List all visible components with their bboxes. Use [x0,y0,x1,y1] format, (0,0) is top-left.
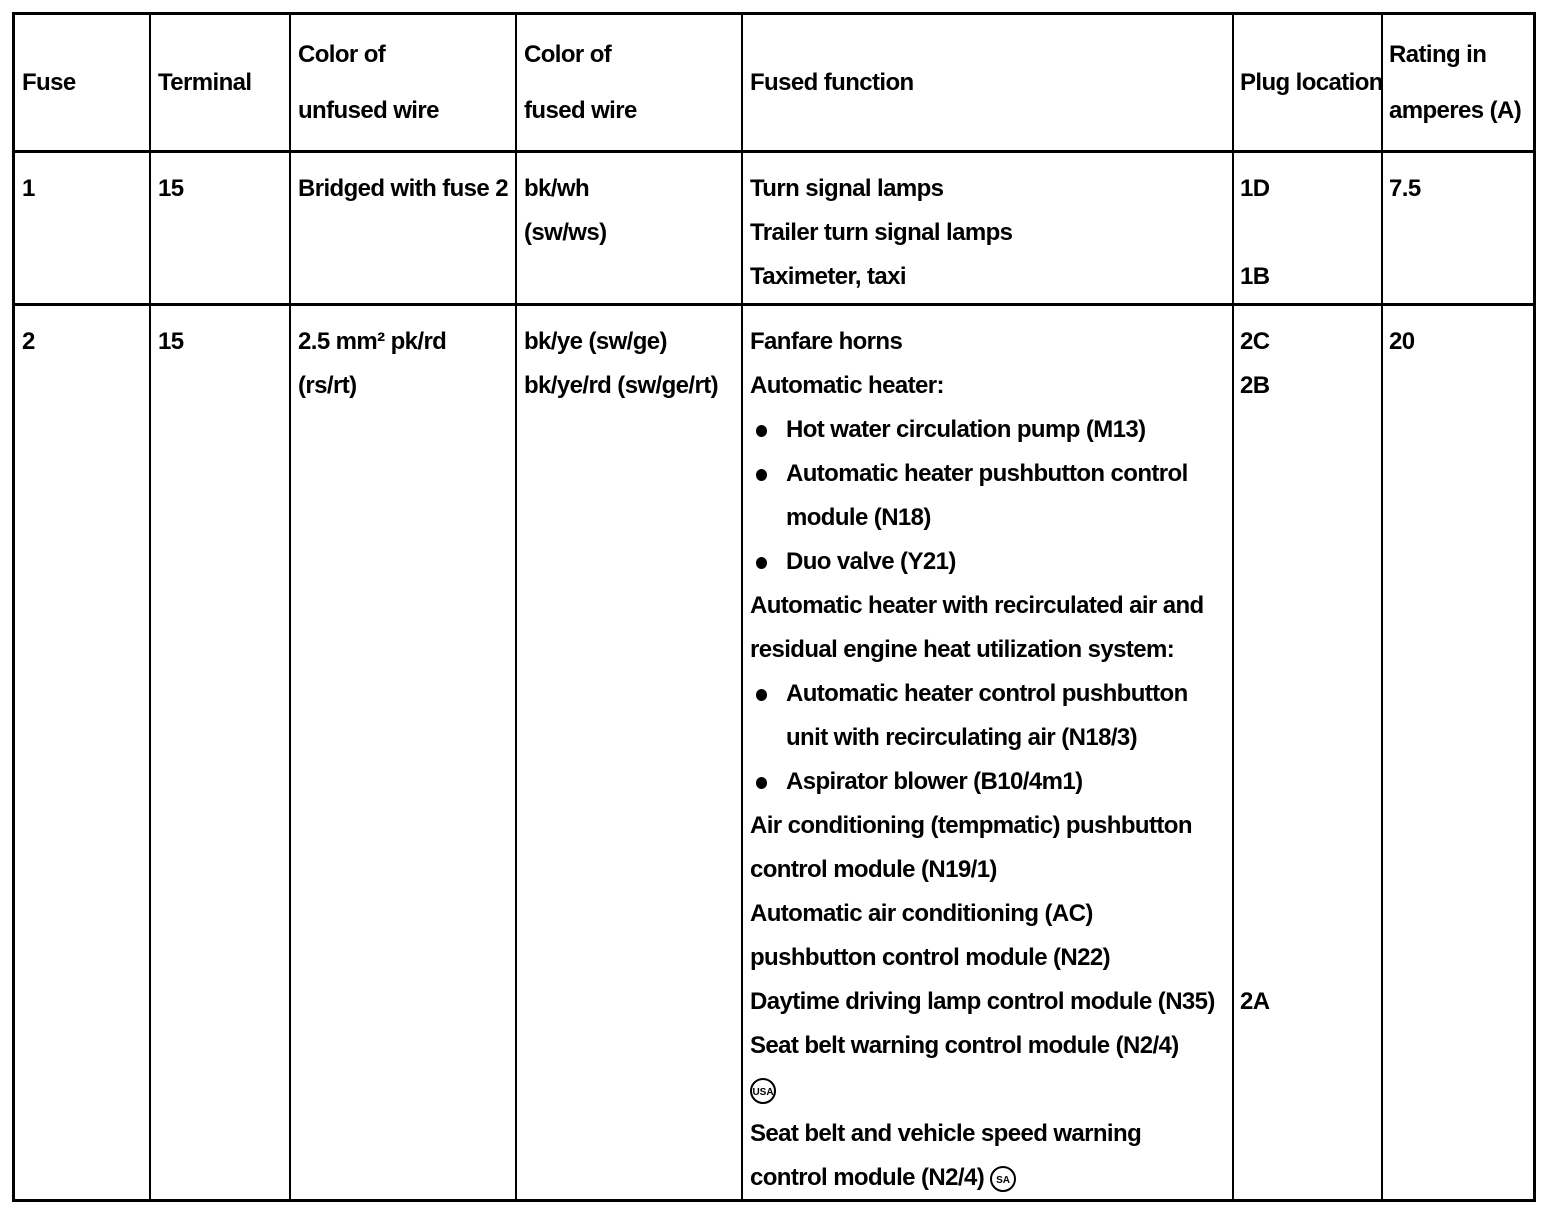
function-text: pushbutton control module (N22) [750,944,1111,971]
header-label: unfused wire [298,96,439,124]
function-line [750,804,1232,848]
function-text: module (N18) [786,504,931,531]
cell-line: bk/ye (sw/ge) [524,328,667,355]
bullet-item [750,672,1232,716]
cell-line [1240,211,1381,255]
header-unfused-wire [291,15,515,150]
sa-badge-icon: SA [990,1166,1016,1192]
header-label: amperes (A) [1389,96,1522,124]
bullet-icon [756,689,767,701]
header-terminal [151,15,289,150]
rating-value: 7.5 [1389,175,1421,202]
usa-badge-icon: USA [750,1078,776,1104]
function-line [750,320,1232,364]
bullet-item [750,540,1232,584]
bullet-icon [756,469,767,481]
row1-fused-wire [517,167,741,255]
bullet-item [750,408,1232,452]
bullet-icon [756,777,767,789]
function-text: Duo valve (Y21) [786,548,956,575]
function-text: Taximeter, taxi [750,263,906,290]
function-line [750,892,1232,936]
cell-line: 2B [1240,372,1270,399]
bullet-icon [756,425,767,437]
function-text: Automatic heater control pushbutton [786,680,1188,707]
row2-terminal [151,320,289,364]
function-text: Daytime driving lamp control module (N35) [750,988,1215,1015]
header-label: fused wire [524,96,637,124]
function-line [750,936,1232,980]
row2-fused-wire [517,320,741,408]
bullet-icon [756,557,767,569]
function-line [750,1112,1232,1156]
function-text: Seat belt warning control module (N2/4) [750,1032,1179,1059]
function-line [750,584,1232,628]
cell-line [1240,804,1381,848]
cell-line: 1B [1240,263,1270,290]
header-fused-function [743,15,1232,150]
header-rating [1383,15,1533,150]
cell-line: 1D [1240,175,1270,202]
row1-fused-function [743,167,1232,299]
function-line [750,716,1232,760]
cell-line [1240,892,1381,936]
function-text: unit with recirculating air (N18/3) [786,724,1138,751]
cell-line: bk/ye/rd (sw/ge/rt) [524,372,718,399]
row-divider [15,150,1533,153]
cell-line [1240,496,1381,540]
rating-value: 20 [1389,328,1415,355]
cell-line [1240,936,1381,980]
function-text: Air conditioning (tempmatic) pushbutton [750,812,1192,839]
cell-line: 2C [1240,328,1270,355]
cell-line: Bridged with fuse 2 [298,175,508,202]
cell-line [1240,408,1381,452]
function-text: control module (N2/4) [750,1164,985,1191]
fuse-number: 2 [22,328,35,355]
cell-line [1240,716,1381,760]
row2-unfused-wire [291,320,515,408]
row1-unfused-wire [291,167,515,211]
row-divider [15,303,1533,306]
row2-fused-function [743,320,1232,1200]
cell-line [1240,628,1381,672]
header-label: Color of [298,40,386,68]
function-line [750,1156,1232,1200]
header-label: Plug location [1240,68,1383,96]
row1-plug-location [1234,167,1381,299]
row2-plug-location [1234,320,1381,1024]
function-line [750,364,1232,408]
header-label: Fuse [22,68,76,96]
function-line [750,211,1232,255]
cell-line: 2.5 mm² pk/rd [298,328,447,355]
bullet-item [750,760,1232,804]
function-text: Trailer turn signal lamps [750,219,1013,246]
function-text: Automatic heater pushbutton control [786,460,1188,487]
function-line [750,1068,1232,1112]
row2-rating [1383,320,1533,364]
bullet-item [750,452,1232,496]
function-line [750,628,1232,672]
terminal-value: 15 [158,175,184,202]
function-text: Turn signal lamps [750,175,944,202]
function-text: control module (N19/1) [750,856,997,883]
header-plug-location [1234,15,1381,150]
cell-line [1240,760,1381,804]
function-line [750,255,1232,299]
function-text: Hot water circulation pump (M13) [786,416,1146,443]
terminal-value: 15 [158,328,184,355]
cell-line [1240,452,1381,496]
function-text: Seat belt and vehicle speed warning [750,1120,1142,1147]
cell-line [1240,672,1381,716]
fuse-number: 1 [22,175,35,202]
cell-line: (rs/rt) [298,372,357,399]
function-line [750,1024,1232,1068]
function-line [750,167,1232,211]
header-fused-wire [517,15,741,150]
row1-terminal [151,167,289,211]
function-text: Automatic air conditioning (AC) [750,900,1093,927]
header-label: Color of [524,40,612,68]
cell-line: (sw/ws) [524,219,607,246]
function-text: Aspirator blower (B10/4m1) [786,768,1083,795]
cell-line [1240,540,1381,584]
function-line [750,980,1232,1024]
function-line [750,848,1232,892]
cell-line: bk/wh [524,175,590,202]
header-label: Fused function [750,68,914,96]
fuse-table [12,12,1536,1202]
function-text: Automatic heater with recirculated air and [750,592,1204,619]
function-text: Automatic heater: [750,372,944,399]
function-text: residual engine heat utilization system: [750,636,1175,663]
function-line [750,496,1232,540]
cell-line [1240,584,1381,628]
row1-rating [1383,167,1533,211]
cell-line [1240,848,1381,892]
header-fuse [15,15,149,150]
header-label: Terminal [158,68,252,96]
header-label: Rating in [1389,40,1487,68]
cell-line: 2A [1240,988,1270,1015]
row1-fuse [15,167,149,211]
function-text: Fanfare horns [750,328,903,355]
row2-fuse [15,320,149,364]
